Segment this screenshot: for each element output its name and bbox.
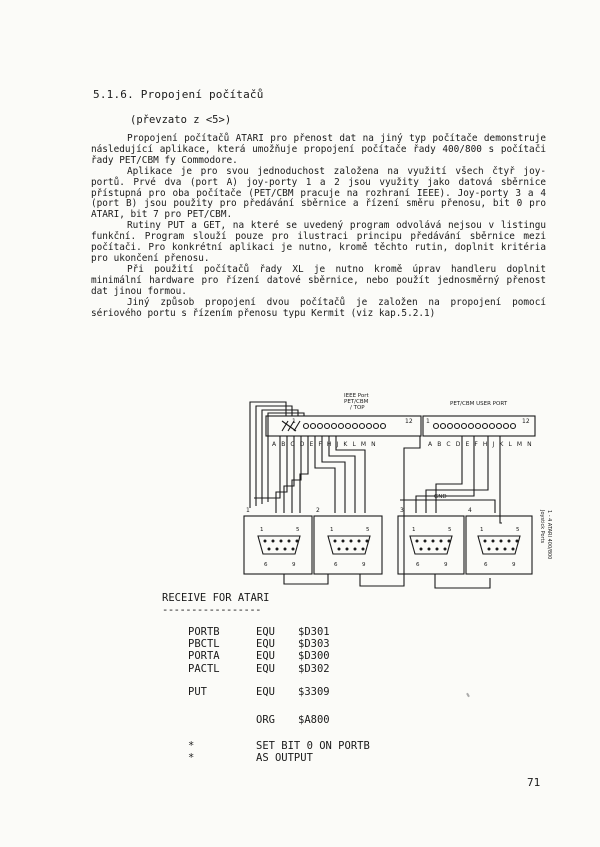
user-port-connector xyxy=(423,416,535,436)
code-op: EQU xyxy=(256,686,275,698)
paragraph: Rutiny PUT a GET, na které se uvedený program odvolává nejsou v listingu funkční. Program slouží pouze pro ilustraci principu předávání sběrnice mezi počítači. Pro konkrétní aplikaci je nutno, kromě těchto rutin, doplnit kritéria pro ukončení přenosu. xyxy=(91,220,546,264)
port-number: 1 xyxy=(246,507,250,514)
joystick-port-1 xyxy=(244,516,312,574)
joy-pin-label: 5 xyxy=(296,527,300,533)
side-label: Joystick Ports xyxy=(539,510,545,544)
user-bottom-pins: A B C D E F H J K L M N xyxy=(428,441,534,448)
user-pin1-label: 1 xyxy=(426,418,430,425)
joy-pin-label: 1 xyxy=(330,527,334,533)
joystick-port-2 xyxy=(314,516,382,574)
paragraph: Aplikace je pro svou jednoduchost založena na využití všech čtyř joy-portů. Prvé dva (port A) joy-porty 1 a 2 jsou využity jako datová sběrnice přístupná pro oba počítače (PET/CBM pracuje na rozhraní IEEE). Joy-porty 3 a 4 (port B) jsou použity pro předávání sběrnice a řízení směru přenosu, bit 0 pro ATARI, bit 7 pro PET/CBM. xyxy=(91,165,546,221)
code-label: PORTB xyxy=(188,626,220,638)
joy-pin-label: 6 xyxy=(334,562,338,568)
code-comment xyxy=(188,752,313,764)
body-text xyxy=(91,134,546,319)
joy-pin-label: 9 xyxy=(292,562,296,568)
joystick-port-4 xyxy=(466,516,532,574)
joy-pin-label: 1 xyxy=(260,527,264,533)
user-port-label: PET/CBM USER PORT xyxy=(450,401,508,407)
joy-pin-label: 9 xyxy=(512,562,516,568)
code-label: PORTA xyxy=(188,650,220,663)
code-line xyxy=(188,686,330,698)
ieee-pet-label: PET/CBM xyxy=(344,399,369,405)
port-number: 3 xyxy=(400,507,404,514)
side-label: 1 - 4 ATARI 400/800 xyxy=(546,510,552,560)
scan-speck xyxy=(466,693,470,697)
code-arg: $D300 xyxy=(298,650,330,663)
code-line xyxy=(188,714,330,726)
joy-pin-label: 6 xyxy=(484,562,488,568)
code-comment xyxy=(188,740,370,752)
code-op: EQU xyxy=(256,650,275,663)
code-line xyxy=(188,626,330,638)
code-arg: $A800 xyxy=(298,714,330,726)
gnd-label: GND xyxy=(434,494,447,500)
code-op: EQU xyxy=(256,626,275,638)
ieee-bottom-pins: A B C D E F H J K L M N xyxy=(272,441,378,448)
wiring-diagram-svg xyxy=(200,388,560,598)
code-arg: $D302 xyxy=(298,662,330,675)
ieee-pin12-label: 12 xyxy=(405,418,413,425)
joy-pin-label: 6 xyxy=(416,562,420,568)
code-listing xyxy=(188,626,330,675)
joy-pin-label: 5 xyxy=(366,527,370,533)
joy-pin-label: 9 xyxy=(362,562,366,568)
source-note: (převzato z <5>) xyxy=(130,114,232,126)
code-arg: $D301 xyxy=(298,626,330,638)
comment-marker: * xyxy=(188,740,195,752)
code-title: RECEIVE FOR ATARI xyxy=(162,592,270,604)
wiring-diagram xyxy=(200,388,560,598)
code-arg: $3309 xyxy=(298,686,330,698)
user-port-contacts xyxy=(434,424,516,429)
paragraph: Jiný způsob propojení dvou počítačů je založen na propojení pomocí sériového portu s řízením přenosu typu Kermit (viz kap.5.2.1) xyxy=(91,296,546,319)
joystick-port-3 xyxy=(398,516,464,574)
joy-pin-label: 5 xyxy=(516,527,520,533)
code-op: EQU xyxy=(256,638,275,651)
ieee-contacts xyxy=(304,424,386,429)
comment-text: SET BIT 0 ON PORTB xyxy=(256,740,370,752)
code-op: EQU xyxy=(256,662,275,675)
section-heading: 5.1.6. Propojení počítačů xyxy=(93,88,264,101)
joy-pin-label: 1 xyxy=(412,527,416,533)
code-arg: $D303 xyxy=(298,638,330,651)
joy-pin-label: 1 xyxy=(480,527,484,533)
code-line xyxy=(188,638,330,650)
user-pin12-label: 12 xyxy=(522,418,530,425)
page-number: 71 xyxy=(527,776,541,789)
ieee-pin1-label: 1 xyxy=(292,418,296,425)
port-number: 4 xyxy=(468,507,472,514)
port-number: 2 xyxy=(316,507,320,514)
comment-text: AS OUTPUT xyxy=(256,752,313,764)
ieee-port-label: IEEE Port xyxy=(344,393,369,399)
joy-pin-label: 9 xyxy=(444,562,448,568)
code-label xyxy=(188,714,256,726)
paragraph: Propojení počítačů ATARI pro přenost dat na jiný typ počítače demonstruje následující aplikace, která umožňuje propojení počítače řady 400/800 s počítači řady PET/CBM fy Commodore. xyxy=(91,133,546,166)
code-label: PBCTL xyxy=(188,638,220,651)
code-line xyxy=(188,650,330,662)
code-label: PUT xyxy=(188,686,207,698)
paragraph: Při použití počítačů řady XL je nutno kromě úprav handleru doplnit minimální hardware pro řízení datové sběrnice, nebo použít jednosměrný přenost dat jinou formou. xyxy=(91,263,546,297)
code-underline: ----------------- xyxy=(162,604,261,616)
joy-pin-label: 6 xyxy=(264,562,268,568)
code-line xyxy=(188,663,330,675)
joy-pin-label: 5 xyxy=(448,527,452,533)
code-op: ORG xyxy=(256,714,275,726)
code-label: PACTL xyxy=(188,662,220,675)
comment-marker: * xyxy=(188,752,195,764)
ieee-top-label: / TOP xyxy=(350,405,365,411)
